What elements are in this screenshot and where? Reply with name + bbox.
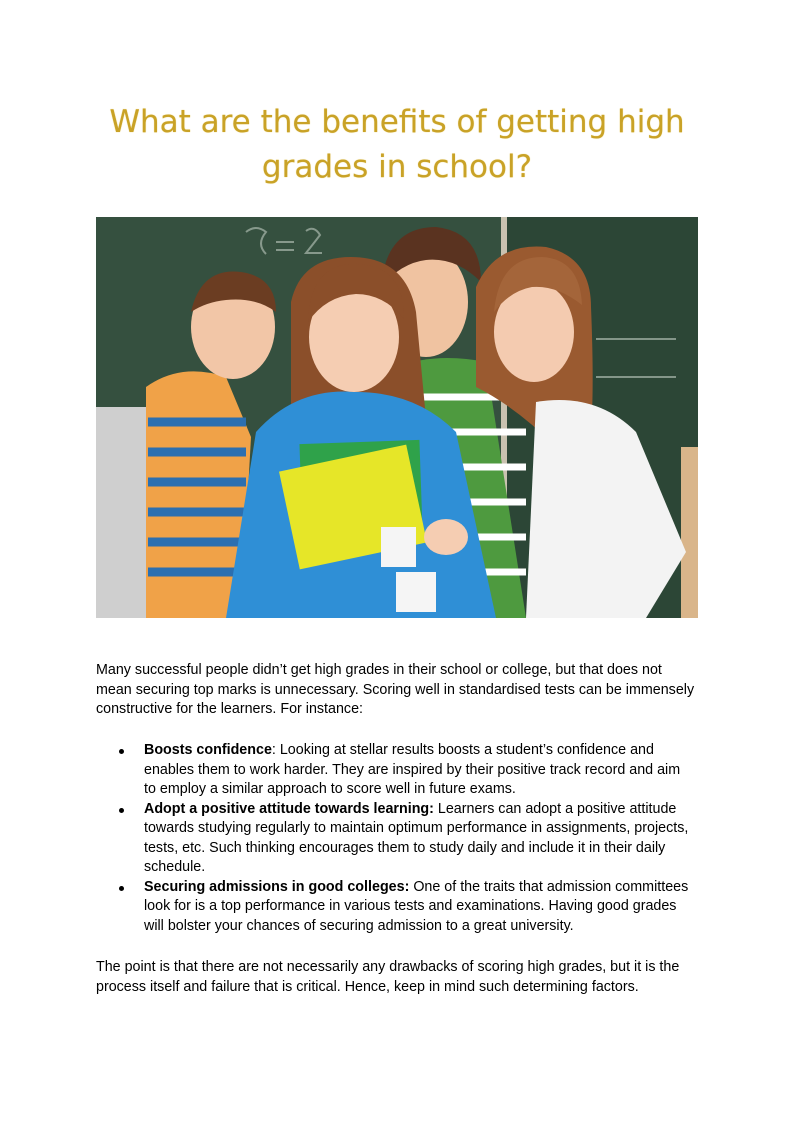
list-item-text: Learners can adopt a positive attitude towards studying regularly to maintain optimum performance in assignments, projects, tests, etc. Such thinking encourages them to study daily and include it in their daily schedule.: [144, 800, 689, 875]
bullet-icon: [119, 886, 124, 891]
bullet-icon: [119, 808, 124, 813]
closing-paragraph: The point is that there are not necessarily any drawbacks of scoring high grades, but it is the process itself and failure that is critical. Hence, keep in mind such determining factors.: [96, 959, 680, 995]
page-title: What are the benefits of getting high grades in school?: [109, 104, 685, 185]
benefits-list: [96, 741, 696, 936]
bullet-icon: [119, 749, 124, 754]
list-item-term: Boosts confidence: [144, 742, 272, 758]
list-item: [96, 800, 696, 878]
list-item-text: One of the traits that admission committees look for is a top performance in various tests and examinations. Having good grades will bolster your chances of securing admission to a great university.: [144, 878, 689, 934]
list-item-text: : Looking at stellar results boosts a student’s confidence and enables them to work harder. They are inspired by their positive track record and aim to employ a similar approach to score well in future exams.: [144, 742, 681, 797]
list-item-term: Securing admissions in good colleges:: [144, 878, 410, 895]
students-photo: [96, 217, 698, 618]
intro-paragraph: Many successful people didn’t get high grades in their school or college, but that does not mean securing top marks is unnecessary. Scoring well in standardised tests can be immensely constructive for the learners. For instance:: [96, 662, 695, 717]
list-item: [96, 878, 696, 937]
list-item-term: Adopt a positive attitude towards learning:: [144, 800, 434, 817]
list-item: [96, 741, 696, 800]
